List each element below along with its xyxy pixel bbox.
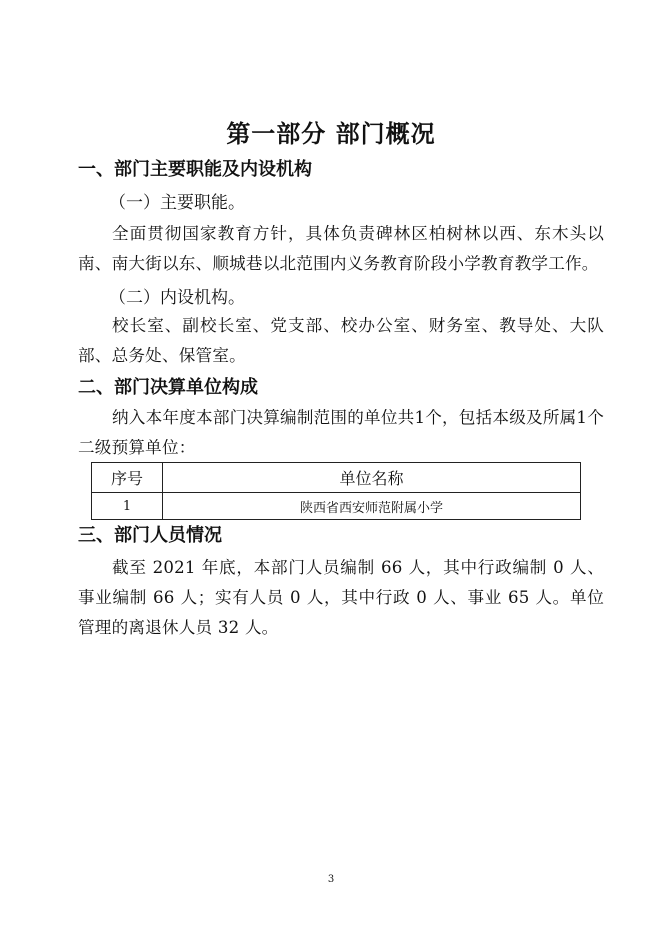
table-header-unit-name: 单位名称 bbox=[163, 463, 581, 493]
paragraph-unit-composition: 纳入本年度本部门决算编制范围的单位共1个，包括本级及所属1个二级预算单位： bbox=[78, 408, 604, 457]
page-number: 3 bbox=[327, 874, 335, 885]
table-header-row bbox=[92, 463, 581, 493]
table-cell-unit-name: 陕西省西安师范附属小学 bbox=[163, 493, 581, 520]
table-row bbox=[92, 493, 581, 520]
subsection-heading-internal-units: （二）内设机构。 bbox=[109, 288, 245, 308]
section-heading-unit-composition: 二、部门决算单位构成 bbox=[78, 377, 258, 398]
paragraph-staffing: 截至 2021 年底，本部门人员编制 66 人，其中行政编制 0 人、事业编制 66 人；实有人员 0 人，其中行政 0 人、事业 65 人。单位管理的离退休人员 32 人。 bbox=[78, 558, 604, 637]
section-heading-functions: 一、部门主要职能及内设机构 bbox=[78, 159, 312, 180]
page-title: 第一部分 部门概况 bbox=[226, 120, 436, 148]
budget-unit-table bbox=[91, 462, 581, 520]
section-heading-staffing: 三、部门人员情况 bbox=[78, 525, 222, 546]
paragraph-internal-units: 校长室、副校长室、党支部、校办公室、财务室、教导处、大队部、总务处、保管室。 bbox=[78, 316, 604, 365]
table-cell-index: 1 bbox=[92, 493, 163, 520]
table-header-index: 序号 bbox=[92, 463, 163, 493]
paragraph-main-functions: 全面贯彻国家教育方针，具体负责碑林区柏树林以西、东木头以南、南大街以东、顺城巷以北范围内义务教育阶段小学教育教学工作。 bbox=[78, 224, 604, 273]
subsection-heading-main-functions: （一）主要职能。 bbox=[109, 193, 245, 213]
